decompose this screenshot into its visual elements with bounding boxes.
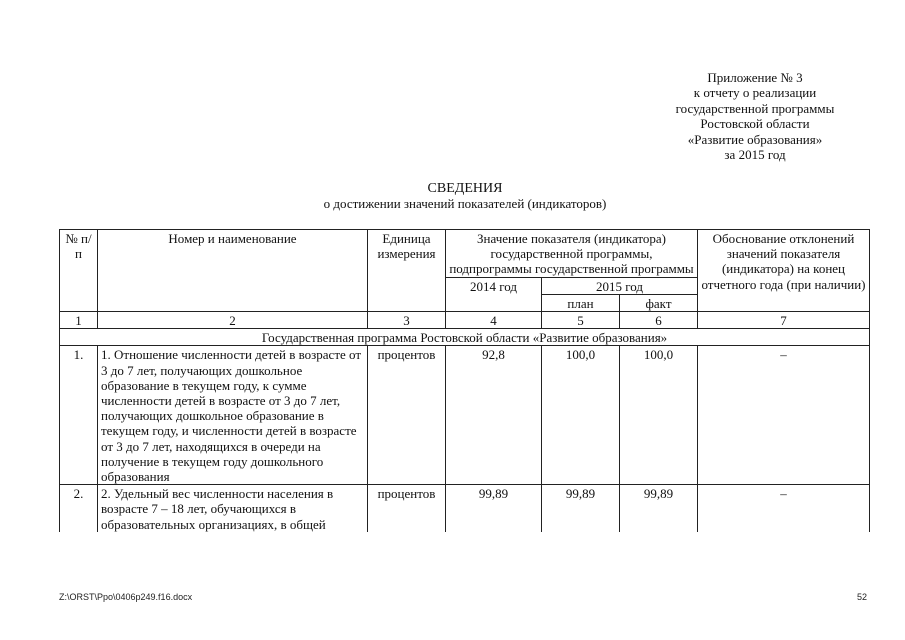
section-title: Государственная программа Ростовской области «Развитие образования» — [60, 329, 870, 346]
row-plan-2015: 99,89 — [542, 485, 620, 532]
appendix-line: Ростовской области — [700, 116, 810, 132]
appendix-block — [600, 70, 905, 162]
row-justification: – — [698, 346, 870, 485]
header-year-2014: 2014 год — [446, 277, 542, 311]
appendix-line: Приложение № 3 — [707, 70, 803, 85]
document-subtitle: о достижении значений показателей (индикаторов) — [323, 196, 607, 211]
appendix-line: к отчету о реализации — [693, 85, 817, 101]
column-number: 1 — [60, 312, 98, 329]
row-num: 1. — [60, 346, 98, 485]
column-number: 5 — [542, 312, 620, 329]
section-row — [60, 329, 870, 346]
table-row — [60, 346, 870, 485]
row-value-2014: 99,89 — [446, 485, 542, 532]
column-number: 7 — [698, 312, 870, 329]
appendix-line: государственной программы — [675, 100, 835, 116]
row-fact-2015: 100,0 — [620, 346, 698, 485]
row-plan-2015: 100,0 — [542, 346, 620, 485]
row-fact-2015: 99,89 — [620, 485, 698, 532]
footer-file-path: Z:\ORST\Ppo\0406p249.f16.docx — [59, 592, 193, 602]
column-number: 2 — [98, 312, 368, 329]
header-justification: Обоснование отклонений значений показателя (индикатора) на конец отчетного года (при наличии) — [698, 230, 870, 312]
document-title: СВЕДЕНИЯ — [427, 181, 503, 196]
document-heading — [230, 181, 700, 211]
row-num: 2. — [60, 485, 98, 532]
column-number: 4 — [446, 312, 542, 329]
header-year-2015: 2015 год — [542, 277, 698, 294]
row-unit: процентов — [368, 485, 446, 532]
header-value-group: Значение показателя (индикатора) государственной программы, подпрограммы государственной программы — [446, 230, 698, 278]
table-row — [60, 485, 870, 532]
row-name: 2. Удельный вес численности населения в возрасте 7 – 18 лет, обучающихся в образовательных организациях, в общей — [98, 485, 368, 532]
header-num: № п/п — [60, 230, 98, 312]
appendix-line: за 2015 год — [724, 147, 786, 163]
header-row — [60, 230, 870, 278]
header-plan: план — [542, 294, 620, 311]
appendix-line: «Развитие образования» — [687, 131, 823, 147]
row-value-2014: 92,8 — [446, 346, 542, 485]
row-unit: процентов — [368, 346, 446, 485]
header-fact: факт — [620, 294, 698, 311]
footer-page-number: 52 — [856, 592, 867, 602]
column-number-row — [60, 312, 870, 329]
indicators-table — [59, 229, 870, 532]
column-number: 6 — [620, 312, 698, 329]
column-number: 3 — [368, 312, 446, 329]
header-name: Номер и наименование — [98, 230, 368, 312]
header-unit: Единица измерения — [368, 230, 446, 312]
row-name: 1. Отношение численности детей в возрасте от 3 до 7 лет, получающих дошкольное образование в текущем году, к сумме численности детей в возрасте от 3 до 7 лет, получающих дошкольное образование в текущем году, и численности детей в возрасте от 3 до 7 лет, находящихся в очереди на получение в текущем году дошкольного образования — [98, 346, 368, 485]
row-justification: – — [698, 485, 870, 532]
